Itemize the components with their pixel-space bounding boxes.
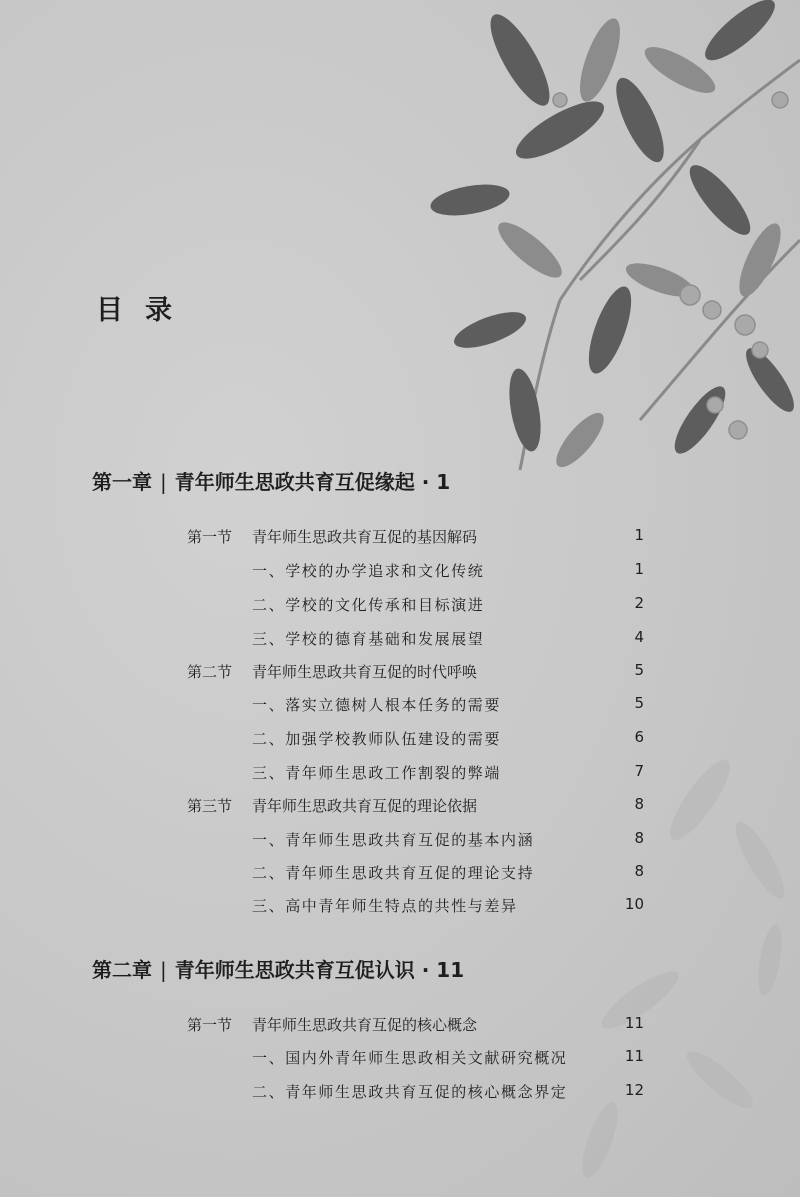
toc-title: 目录 [96,295,194,326]
item-title: 二、青年师生思政共育互促的理论支持 [252,864,535,882]
item-title: 二、青年师生思政共育互促的核心概念界定 [252,1083,568,1101]
item-title: 三、青年师生思政工作割裂的弊端 [252,764,502,782]
item-title: 二、加强学校教师队伍建设的需要 [252,730,502,748]
toc-section-row [0,661,800,685]
chapter-separator: | [160,958,167,982]
toc-item-row [0,829,800,853]
item-title: 一、国内外青年师生思政相关文献研究概况 [252,1049,568,1067]
toc-item-row [0,594,800,618]
item-page: 4 [634,628,644,646]
section-page: 11 [624,1014,644,1032]
toc-item-row [0,895,800,919]
chapter-dot: · [414,470,437,494]
item-page: 6 [634,728,644,746]
item-page: 7 [634,762,644,780]
toc-item-row [0,694,800,718]
section-title: 青年师生思政共育互促的核心概念 [252,1016,478,1034]
item-page: 2 [634,594,644,612]
item-page: 12 [624,1081,644,1099]
section-label: 第一节 [187,528,233,546]
chapter-heading [92,466,450,495]
chapter-label: 第一章 [92,470,152,494]
chapter-title: 青年师生思政共育互促缘起 [174,470,415,494]
chapter-heading [92,954,464,983]
item-title: 二、学校的文化传承和目标演进 [252,596,485,614]
item-title: 一、学校的办学追求和文化传统 [252,562,485,580]
item-title: 三、高中青年师生特点的共性与差异 [252,897,518,915]
item-title: 三、学校的德育基础和发展展望 [252,630,485,648]
chapter-title: 青年师生思政共育互促认识 [174,958,415,982]
toc-item-row [0,728,800,752]
toc-section-row [0,1014,800,1038]
item-page: 11 [624,1047,644,1065]
section-label: 第二节 [187,663,233,681]
toc-item-row [0,1081,800,1105]
section-title: 青年师生思政共育互促的理论依据 [252,797,478,815]
section-page: 5 [634,661,644,679]
toc-item-row [0,560,800,584]
item-title: 一、青年师生思政共育互促的基本内涵 [252,831,535,849]
toc-item-row [0,762,800,786]
item-page: 1 [634,560,644,578]
item-page: 10 [624,895,644,913]
item-page: 8 [634,829,644,847]
section-page: 1 [634,526,644,544]
chapter-label: 第二章 [92,958,152,982]
toc-item-row [0,1047,800,1071]
section-title: 青年师生思政共育互促的基因解码 [252,528,478,546]
section-page: 8 [634,795,644,813]
item-page: 8 [634,862,644,880]
section-title: 青年师生思政共育互促的时代呼唤 [252,663,478,681]
section-label: 第一节 [187,1016,233,1034]
chapter-dot: · [414,958,437,982]
toc-section-row [0,795,800,819]
toc-section-row [0,526,800,550]
chapter-separator: | [160,470,167,494]
chapter-page: 11 [436,958,465,982]
chapter-page: 1 [436,470,451,494]
toc-item-row [0,862,800,886]
section-label: 第三节 [187,797,233,815]
item-title: 一、落实立德树人根本任务的需要 [252,696,502,714]
item-page: 5 [634,694,644,712]
toc-item-row [0,628,800,652]
